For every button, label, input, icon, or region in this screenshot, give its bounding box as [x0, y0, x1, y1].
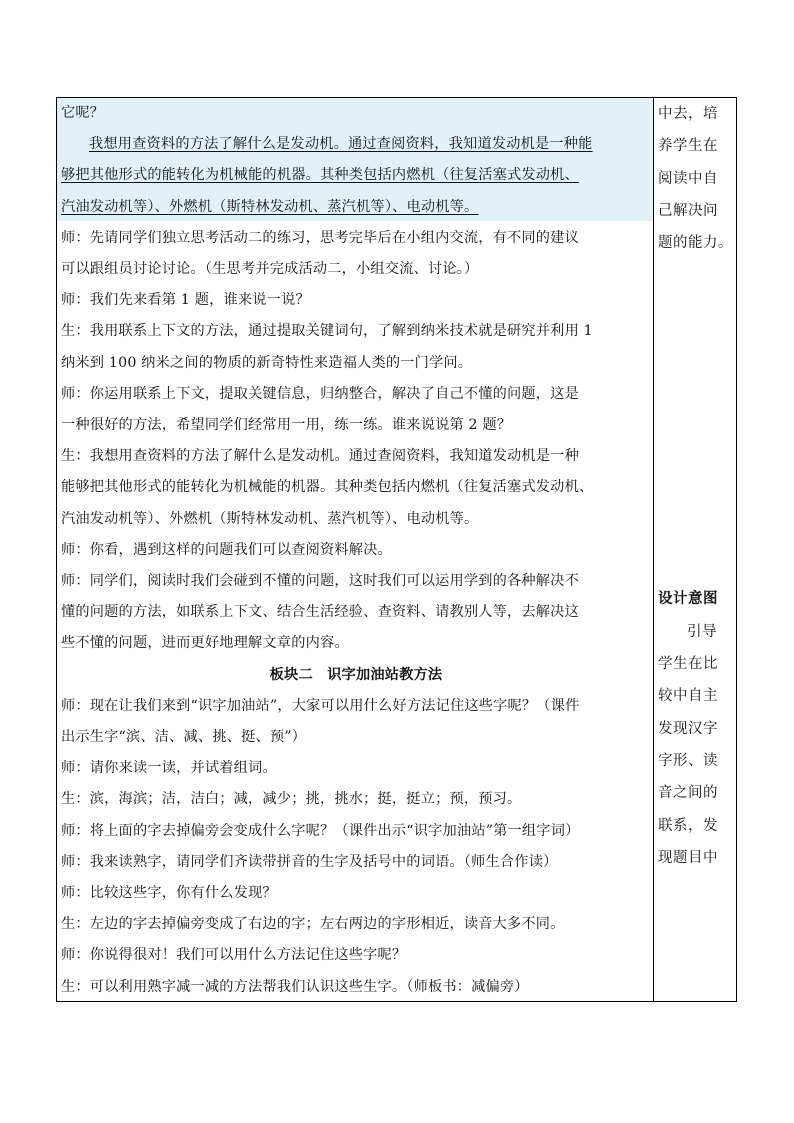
- underlined-text: 汽油发动机等）、外燃机（斯特林发动机、蒸汽机等）、电动机等。: [61, 198, 479, 215]
- text-line: 汽油发动机等）、外燃机（斯特林发动机、蒸汽机等）、电动机等。: [61, 510, 479, 527]
- teaching-process-column: [61, 98, 651, 1003]
- text-line: 师：现在让我们来到“识字加油站”，大家可以用什么好方法记住这些字呢？（课件: [61, 697, 580, 714]
- side-line: 己解决问: [658, 202, 718, 219]
- side-line: 阅读中自: [658, 170, 718, 187]
- text-line: 一种很好的方法，希望同学们经常用一用，练一练。谁来说说第 2 题？: [61, 417, 512, 434]
- side-line: 中去，培: [658, 106, 718, 122]
- text-line: 出示生字“滨、洁、减、挑、挺、预”）: [61, 729, 307, 746]
- text-line: [61, 160, 651, 191]
- text-line: [61, 192, 651, 223]
- text-line: 师：请你来读一读，并试着组词。: [61, 760, 277, 777]
- text-line: 生：我想用查资料的方法了解什么是发动机。通过查阅资料，我知道发动机是一种: [61, 448, 579, 465]
- side-line: 较中自主: [658, 688, 718, 705]
- underlined-text: 我想用查资料的方法了解什么是发动机。通过查阅资料，我知道发动机是一种能: [89, 136, 593, 153]
- text-line: 师：同学们，阅读时我们会碰到不懂的问题，这时我们可以运用学到的各种解决不: [61, 573, 579, 590]
- side-line: 现题目中: [658, 849, 718, 866]
- text-line: 能够把其他形式的能转化为机械能的机器。其种类包括内燃机（往复活塞式发动机、: [61, 479, 594, 496]
- text-line: 生：可以利用熟字减一减的方法帮我们认识这些生字。（师板书：减偏旁）: [61, 978, 529, 995]
- text-line: 些不懂的问题，进而更好地理解文章的内容。: [61, 635, 349, 652]
- text-line: 师：我来读熟字，请同学们齐读带拼音的生字及括号中的词语。（师生合作读）: [61, 853, 558, 870]
- text-line: 生：左边的字去掉偏旁变成了右边的字；左右两边的字形相近，读音大多不同。: [61, 916, 565, 933]
- text-line: 纳米到 100 纳米之间的物质的新奇特性来造福人类的一门学问。: [61, 354, 473, 371]
- design-intent-title: 设计意图: [658, 590, 718, 608]
- column-divider: [653, 98, 654, 1001]
- side-line: 引导: [687, 623, 717, 640]
- text-line: 师：你运用联系上下文，提取关键信息，归纳整合，解决了自己不懂的问题，这是: [61, 385, 579, 402]
- side-line: 发现汉字: [658, 720, 718, 737]
- side-line: 音之间的: [658, 785, 718, 802]
- underlined-text: 够把其他形式的能转化为机械能的机器。其种类包括内燃机（往复活塞式发动机、: [61, 167, 579, 184]
- text-line: 师：比较这些字，你有什么发现？: [61, 885, 277, 902]
- lesson-table: [56, 97, 737, 1002]
- text-line: 懂的问题的方法，如联系上下文、结合生活经验、查资料、请教别人等，去解决这: [61, 604, 579, 621]
- text-line: 生：滨，海滨；洁，洁白；减，减少；挑，挑水；挺，挺立；预，预习。: [61, 791, 522, 808]
- text-line: 师：先请同学们独立思考活动二的练习，思考完毕后在小组内交流，有不同的建议: [61, 229, 579, 246]
- text-line: 生：我用联系上下文的方法，通过提取关键词句，了解到纳米技术就是研究并利用 1: [61, 323, 593, 340]
- text-line: 师：我们先来看第 1 题，谁来说一说？: [61, 292, 310, 309]
- text-line: 它呢？: [61, 105, 105, 121]
- side-line: 学生在比: [658, 656, 718, 673]
- side-line: 联系，发: [658, 817, 718, 834]
- section-heading: 板块二 识字加油站教方法: [269, 666, 443, 683]
- side-line: 题的能力。: [658, 235, 733, 252]
- text-line: 师：将上面的字去掉偏旁会变成什么字呢？（课件出示“识字加油站”第一组字词）: [61, 822, 580, 839]
- design-intent-column: [658, 98, 734, 874]
- text-line: 可以跟组员讨论讨论。（生思考并完成活动二，小组交流、讨论。）: [61, 261, 479, 278]
- text-line: 师：你说得很对！我们可以用什么方法记住这些字呢？: [61, 947, 407, 964]
- text-line: 师：你看，遇到这样的问题我们可以查阅资料解决。: [61, 541, 392, 558]
- side-line: 养学生在: [658, 138, 718, 155]
- side-line: 字形、读: [658, 752, 718, 769]
- text-line: [61, 129, 651, 160]
